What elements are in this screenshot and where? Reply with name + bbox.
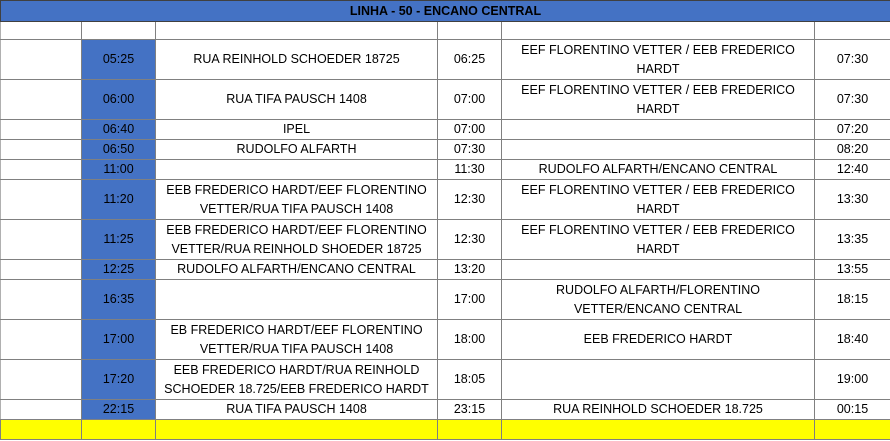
arrival-time: 07:30: [438, 140, 502, 160]
route-outbound: RUA TIFA PAUSCH 1408: [156, 400, 438, 420]
return-time: 18:15: [815, 280, 890, 320]
return-time: 07:30: [815, 40, 890, 80]
table-title: LINHA - 50 - ENCANO CENTRAL: [1, 1, 890, 22]
route-return: EEB FREDERICO HARDT: [502, 320, 815, 360]
departure-time: 06:00: [82, 80, 156, 120]
route-return: [502, 120, 815, 140]
table-row: [1, 320, 890, 360]
arrival-time: 23:15: [438, 400, 502, 420]
route-return: RUA REINHOLD SCHOEDER 18.725: [502, 400, 815, 420]
table-row: [1, 140, 890, 160]
table-row: [1, 280, 890, 320]
return-time: 19:00: [815, 360, 890, 400]
route-return: EEF FLORENTINO VETTER / EEB FREDERICO HARDT: [502, 220, 815, 260]
title-row: [1, 1, 890, 22]
route-return: [502, 140, 815, 160]
route-outbound: [156, 280, 438, 320]
route-return: EEF FLORENTINO VETTER / EEB FREDERICO HARDT: [502, 180, 815, 220]
arrival-time: 12:30: [438, 180, 502, 220]
departure-time: 11:25: [82, 220, 156, 260]
arrival-time: 18:00: [438, 320, 502, 360]
route-outbound: [156, 160, 438, 180]
route-return: RUDOLFO ALFARTH/FLORENTINO VETTER/ENCANO CENTRAL: [502, 280, 815, 320]
return-time: 00:15: [815, 400, 890, 420]
arrival-time: 17:00: [438, 280, 502, 320]
departure-time: 11:00: [82, 160, 156, 180]
highlight-row: [1, 420, 890, 440]
return-time: 18:40: [815, 320, 890, 360]
route-return: [502, 360, 815, 400]
arrival-time: 07:00: [438, 120, 502, 140]
return-time: 12:40: [815, 160, 890, 180]
return-time: 08:20: [815, 140, 890, 160]
route-outbound: RUDOLFO ALFARTH: [156, 140, 438, 160]
route-return: [502, 260, 815, 280]
departure-time: 22:15: [82, 400, 156, 420]
return-time: 13:55: [815, 260, 890, 280]
route-outbound: IPEL: [156, 120, 438, 140]
arrival-time: 18:05: [438, 360, 502, 400]
route-outbound: RUA TIFA PAUSCH 1408: [156, 80, 438, 120]
arrival-time: 07:00: [438, 80, 502, 120]
arrival-time: 11:30: [438, 160, 502, 180]
table-row: [1, 40, 890, 80]
table-row: [1, 260, 890, 280]
return-time: 07:20: [815, 120, 890, 140]
route-outbound: RUDOLFO ALFARTH/ENCANO CENTRAL: [156, 260, 438, 280]
arrival-time: 12:30: [438, 220, 502, 260]
arrival-time: 13:20: [438, 260, 502, 280]
departure-time: 06:40: [82, 120, 156, 140]
blank-row: [1, 22, 890, 40]
departure-time: 12:25: [82, 260, 156, 280]
table-row: [1, 400, 890, 420]
route-return: EEF FLORENTINO VETTER / EEB FREDERICO HARDT: [502, 80, 815, 120]
table-row: [1, 180, 890, 220]
departure-time: 11:20: [82, 180, 156, 220]
route-outbound: EEB FREDERICO HARDT/EEF FLORENTINO VETTER/RUA REINHOLD SHOEDER 18725: [156, 220, 438, 260]
departure-time: 17:20: [82, 360, 156, 400]
departure-time: 17:00: [82, 320, 156, 360]
route-outbound: EB FREDERICO HARDT/EEF FLORENTINO VETTER/RUA TIFA PAUSCH 1408: [156, 320, 438, 360]
return-time: 13:30: [815, 180, 890, 220]
departure-time: 06:50: [82, 140, 156, 160]
table-row: [1, 160, 890, 180]
return-time: 13:35: [815, 220, 890, 260]
route-outbound: RUA REINHOLD SCHOEDER 18725: [156, 40, 438, 80]
route-return: RUDOLFO ALFARTH/ENCANO CENTRAL: [502, 160, 815, 180]
arrival-time: 06:25: [438, 40, 502, 80]
table-row: [1, 360, 890, 400]
table-row: [1, 220, 890, 260]
table-row: [1, 80, 890, 120]
departure-time: 05:25: [82, 40, 156, 80]
route-outbound: EEB FREDERICO HARDT/EEF FLORENTINO VETTER/RUA TIFA PAUSCH 1408: [156, 180, 438, 220]
return-time: 07:30: [815, 80, 890, 120]
table-row: [1, 120, 890, 140]
departure-time: 16:35: [82, 280, 156, 320]
route-outbound: EEB FREDERICO HARDT/RUA REINHOLD SCHOEDER 18.725/EEB FREDERICO HARDT: [156, 360, 438, 400]
route-return: EEF FLORENTINO VETTER / EEB FREDERICO HARDT: [502, 40, 815, 80]
